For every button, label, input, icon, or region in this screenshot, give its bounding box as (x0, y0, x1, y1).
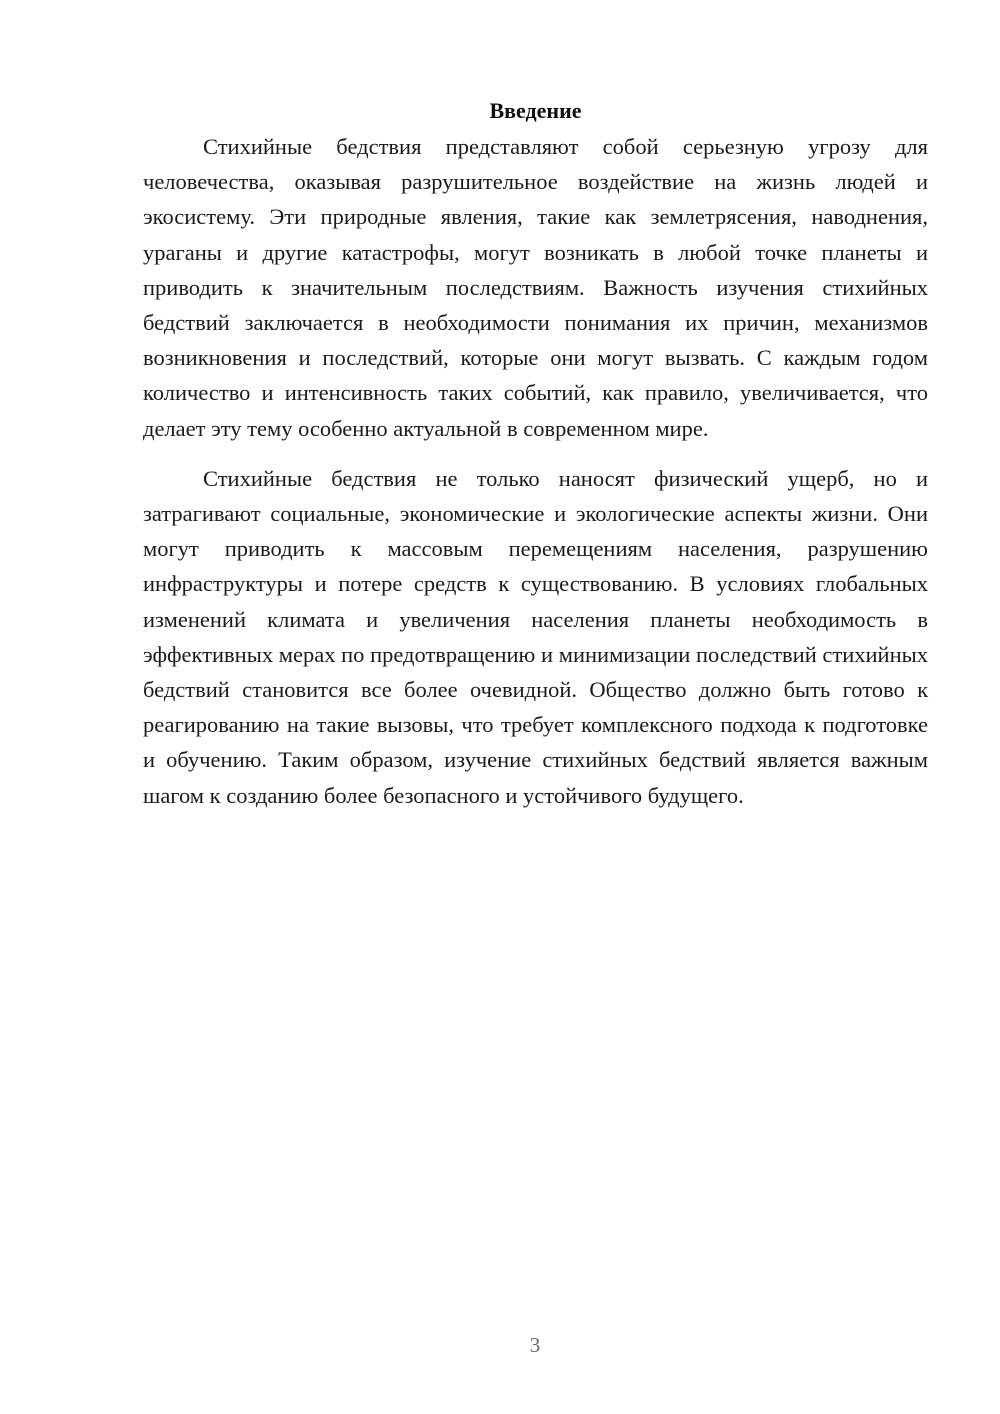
paragraph-1: Стихийные бедствия представляют собой серьезную угрозу для человечества, оказывая разрушительное воздействие на жизнь людей и экосистему. Эти природные явления, такие как землетрясения, наводнения, ураганы и другие катастрофы, могут возникать в любой точке планеты и приводить к значительным последствиям. Важность изучения стихийных бедствий заключается в необходимости понимания их причин, механизмов возникновения и последствий, которые они могут вызвать. С каждым годом количество и интенсивность таких событий, как правило, увеличивается, что делает эту тему особенно актуальной в современном мире. (143, 134, 928, 441)
page-number: 3 (529, 1333, 541, 1357)
paragraph-2: Стихийные бедствия не только наносят физический ущерб, но и затрагивают социальные, экономические и экологические аспекты жизни. Они могут приводить к массовым перемещениям населения, разрушению инфраструктуры и потере средств к существованию. В условиях глобальных изменений климата и увеличения населения планеты необходимость в эффективных мерах по предотвращению и минимизации последствий стихийных бедствий становится все более очевидной. Общество должно быть готово к реагированию на такие вызовы, что требует комплексного подхода к подготовке и обучению. Таким образом, изучение стихийных бедствий является важным шагом к созданию более безопасного и устойчивого будущего. (143, 465, 928, 808)
page-body (143, 95, 928, 813)
section-heading: Введение (489, 98, 582, 123)
